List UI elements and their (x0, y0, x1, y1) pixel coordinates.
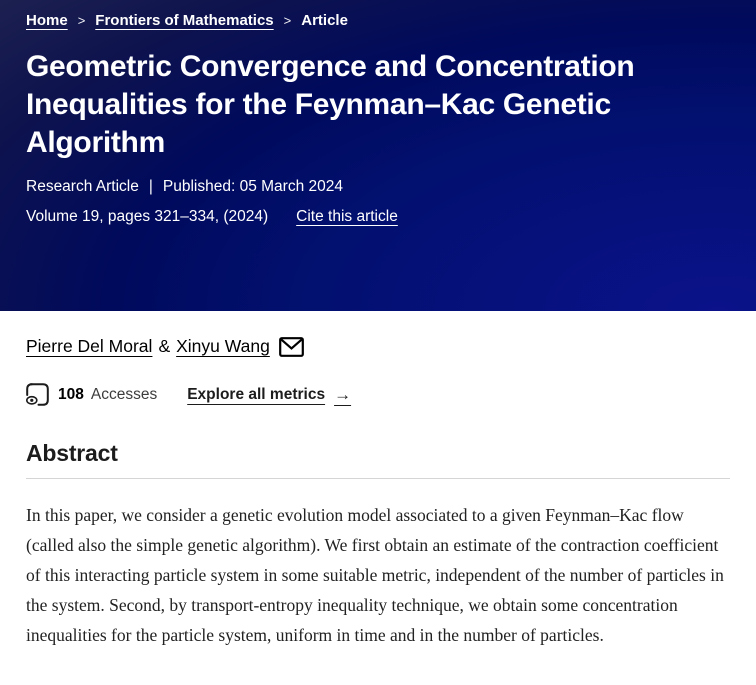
author-link-pierre-del-moral[interactable]: Pierre Del Moral (26, 336, 153, 356)
accesses-icon (26, 383, 49, 406)
author-joiner: & (158, 336, 171, 356)
authors-row (26, 336, 730, 357)
breadcrumb (26, 0, 730, 29)
section-divider (26, 478, 730, 479)
explore-all-metrics-label: Explore all metrics (187, 385, 326, 403)
article-type-label: Research Article (26, 178, 139, 195)
breadcrumb-separator-icon: > (77, 13, 86, 28)
metrics-row (26, 383, 730, 406)
abstract-section (26, 440, 730, 650)
author-link-xinyu-wang[interactable]: Xinyu Wang (176, 336, 270, 356)
article-main (0, 336, 756, 650)
cite-this-article-link[interactable]: Cite this article (296, 208, 398, 225)
published-date: Published: 05 March 2024 (162, 178, 343, 195)
right-arrow-icon: → (334, 384, 352, 404)
email-author-button[interactable] (279, 337, 304, 357)
breadcrumb-current-page: Article (301, 12, 348, 29)
accesses-label: Accesses (90, 385, 158, 403)
journal-header-banner (0, 0, 756, 311)
pub-info-separator: | (148, 178, 153, 195)
accesses-count: 108 (58, 385, 84, 403)
breadcrumb-journal-link[interactable]: Frontiers of Mathematics (95, 12, 274, 29)
breadcrumb-home-link[interactable]: Home (26, 12, 68, 29)
volume-pages-text: Volume 19, pages 321–334, (2024) (26, 208, 269, 225)
volume-info-row (26, 208, 730, 226)
abstract-heading: Abstract (26, 440, 118, 466)
publication-info (26, 178, 730, 196)
explore-all-metrics-link[interactable] (187, 385, 351, 405)
envelope-icon (279, 337, 304, 357)
breadcrumb-separator-icon: > (283, 13, 292, 28)
article-title: Geometric Convergence and Concentration Inequalities for the Feynman–Kac Genetic Algorithm (26, 50, 635, 159)
abstract-paragraph: In this paper, we consider a genetic evolution model associated to a given Feynman–Kac flow (called also the simple genetic algorithm). We first obtain an estimate of the contraction coefficient of this interacting particle system in some suitable metric, independent of the number of particles in the system. Second, by transport-entropy inequality technique, we obtain some concentration inequalities for the particle system, uniform in time and in the number of particles. (26, 505, 724, 645)
